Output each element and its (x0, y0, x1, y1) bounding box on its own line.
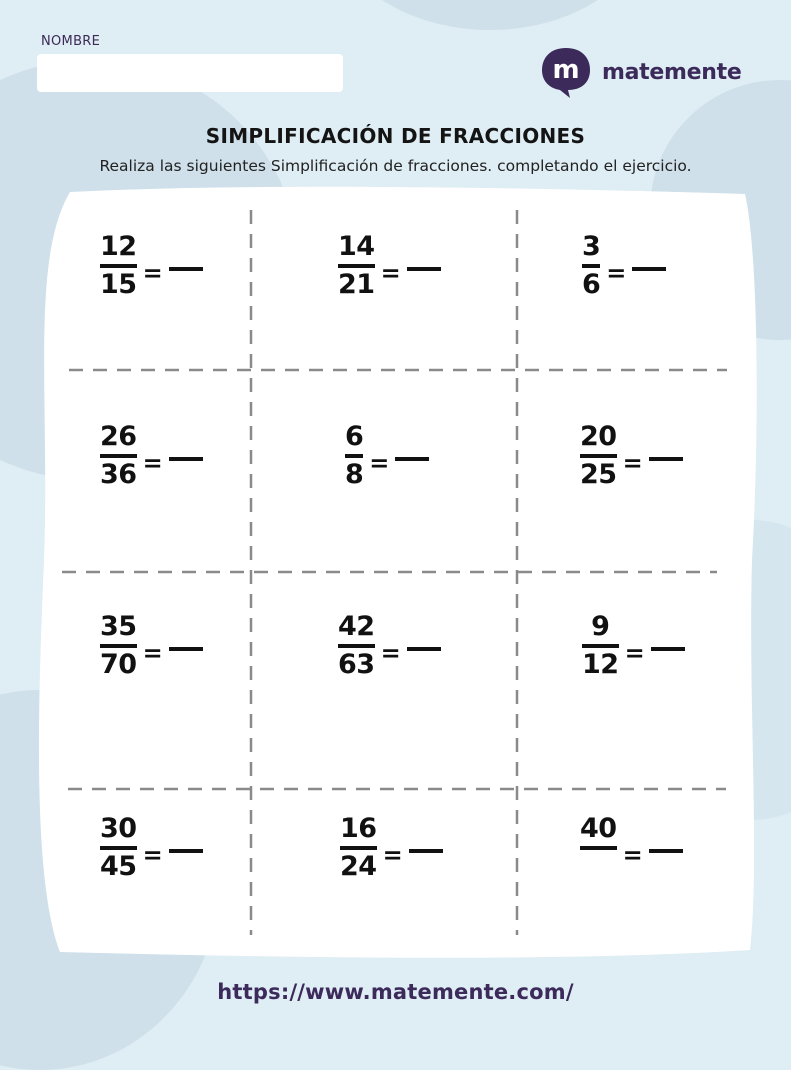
answer-blank[interactable] (632, 267, 666, 271)
equals-sign: = (142, 259, 163, 287)
fraction-bar (580, 454, 617, 458)
numerator: 40 (580, 813, 617, 844)
exercise-cell (100, 232, 203, 300)
numerator: 3 (582, 231, 601, 262)
equals-sign: = (142, 639, 163, 667)
equals-sign: = (380, 259, 401, 287)
equals-sign: = (382, 841, 403, 869)
answer-blank[interactable] (649, 849, 683, 853)
denominator: 70 (100, 649, 137, 680)
numerator: 16 (340, 813, 377, 844)
fraction (580, 422, 617, 490)
exercise-cell (340, 814, 443, 882)
fraction (582, 232, 600, 300)
exercise-cell (100, 422, 203, 490)
instructions: Realiza las siguientes Simplificación de fracciones. completando el ejercicio. (99, 157, 692, 175)
numerator: 35 (100, 611, 137, 642)
equals-sign: = (622, 841, 643, 869)
denominator: 8 (345, 459, 364, 490)
numerator: 6 (345, 421, 364, 452)
brand-name: matemente (602, 59, 742, 85)
fraction (345, 422, 363, 490)
exercise-cell (345, 422, 429, 490)
numerator: 20 (580, 421, 617, 452)
exercise-cell (338, 232, 441, 300)
answer-blank[interactable] (407, 647, 441, 651)
denominator: 45 (100, 851, 137, 882)
answer-blank[interactable] (169, 457, 203, 461)
page-title: SIMPLIFICACIÓN DE FRACCIONES (205, 124, 586, 148)
exercise-cell (100, 814, 203, 882)
numerator: 14 (338, 231, 375, 262)
numerator: 9 (591, 611, 610, 642)
footer-url[interactable]: https://www.matemente.com/ (217, 980, 574, 1004)
fraction-bar (580, 846, 617, 850)
fraction-bar (338, 644, 375, 648)
exercise-cell (582, 232, 666, 300)
exercise-cell (580, 422, 683, 490)
denominator: 12 (582, 649, 619, 680)
answer-blank[interactable] (649, 457, 683, 461)
svg-text:m: m (552, 55, 580, 85)
fraction (100, 612, 137, 680)
denominator: 21 (338, 269, 375, 300)
equals-sign: = (142, 449, 163, 477)
answer-blank[interactable] (169, 849, 203, 853)
name-label: NOMBRE (41, 34, 101, 49)
denominator: 15 (100, 269, 137, 300)
equals-sign: = (369, 449, 390, 477)
fraction-bar (582, 264, 600, 268)
denominator: 63 (338, 649, 375, 680)
denominator: 25 (580, 459, 617, 490)
equals-sign: = (624, 639, 645, 667)
fraction (100, 232, 137, 300)
equals-sign: = (622, 449, 643, 477)
fraction-bar (340, 846, 377, 850)
answer-blank[interactable] (169, 647, 203, 651)
denominator: 6 (582, 269, 601, 300)
fraction-bar (100, 644, 137, 648)
answer-blank[interactable] (395, 457, 429, 461)
fraction-bar (100, 264, 137, 268)
fraction (338, 612, 375, 680)
fraction (340, 814, 377, 882)
exercise-cell (580, 814, 683, 882)
answer-blank[interactable] (407, 267, 441, 271)
fraction-bar (100, 454, 137, 458)
equals-sign: = (142, 841, 163, 869)
fraction (100, 422, 137, 490)
fraction (582, 612, 619, 680)
exercise-cell (338, 612, 441, 680)
denominator: 36 (100, 459, 137, 490)
fraction (580, 814, 617, 882)
numerator: 42 (338, 611, 375, 642)
fraction (338, 232, 375, 300)
fraction-bar (345, 454, 363, 458)
numerator: 12 (100, 231, 137, 262)
equals-sign: = (380, 639, 401, 667)
numerator: 26 (100, 421, 137, 452)
equals-sign: = (606, 259, 627, 287)
exercise-cell (582, 612, 685, 680)
fraction-bar (338, 264, 375, 268)
answer-blank[interactable] (651, 647, 685, 651)
numerator: 30 (100, 813, 137, 844)
fraction (100, 814, 137, 882)
exercise-cell (100, 612, 203, 680)
fraction-bar (100, 846, 137, 850)
denominator: 24 (340, 851, 377, 882)
fraction-bar (582, 644, 619, 648)
answer-blank[interactable] (169, 267, 203, 271)
answer-blank[interactable] (409, 849, 443, 853)
